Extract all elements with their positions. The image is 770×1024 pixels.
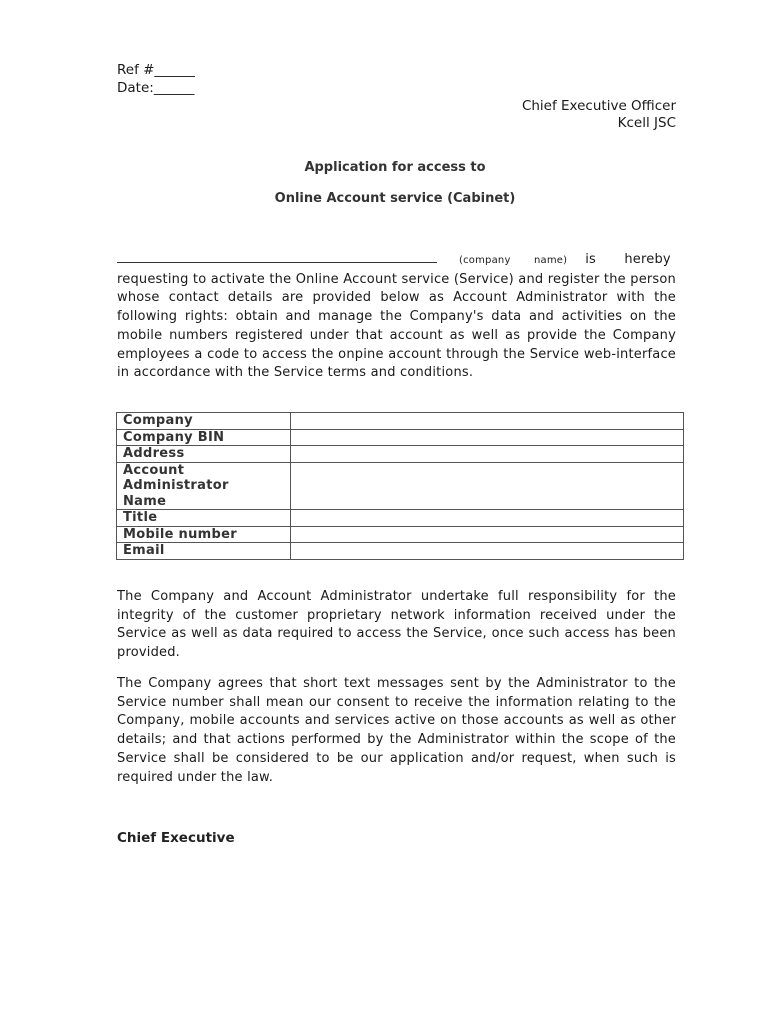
document-title-line1: Application for access to — [304, 160, 486, 175]
date-field: Date:______ — [117, 80, 195, 96]
row-label: Email — [117, 543, 291, 560]
row-label: Title — [117, 510, 291, 527]
document-title-line2: Online Account service (Cabinet) — [274, 191, 516, 206]
company-name-hint: (company name) — [459, 255, 568, 266]
row-label: Address — [117, 446, 291, 463]
company-name-blank — [117, 250, 437, 263]
table-row — [117, 510, 684, 527]
consent-paragraph: The Company agrees that short text messages sent by the Administrator to the Service number shall mean our consent to receive the information relating to the Company, mobile accounts and services active on those accounts as well as other details; and that actions performed by the Administrator within the scope of the Service shall be considered to be our application and/or request, when such is required under the law. — [117, 676, 676, 785]
intro-first-line — [117, 250, 676, 271]
row-label: Account Administrator Name — [117, 462, 291, 510]
row-value — [290, 510, 683, 527]
row-value — [290, 446, 683, 463]
table-row — [117, 413, 684, 430]
row-value — [290, 413, 683, 430]
row-value — [290, 526, 683, 543]
reference-number: Ref #______ — [117, 62, 195, 78]
responsibility-paragraph: The Company and Account Administrator undertake full responsibility for the integrity of the customer proprietary network information received under the Service as well as data required to access the Service, once such access has been provided. — [117, 589, 676, 661]
row-label: Company — [117, 413, 291, 430]
intro-body: requesting to activate the Online Account service (Service) and register the person whose contact details are provided below as Account Administrator with the following rights: obtain and manage the Company's data and activities on the mobile numbers registered under that account as well as provide the Company employees a code to access the onpine account through the Service web-interface in accordance with the Service terms and conditions. — [117, 271, 676, 381]
table-row — [117, 526, 684, 543]
table-row — [117, 462, 684, 510]
table-row — [117, 429, 684, 446]
recipient-company: Kcell JSC — [617, 115, 676, 131]
row-label: Mobile number — [117, 526, 291, 543]
row-label: Company BIN — [117, 429, 291, 446]
administrator-details-table — [116, 412, 684, 560]
intro-paragraph — [117, 250, 676, 383]
intro-lead: is hereby — [585, 252, 671, 267]
table-row — [117, 543, 684, 560]
row-value — [290, 429, 683, 446]
signature-label: Chief Executive — [117, 830, 235, 846]
table-row — [117, 446, 684, 463]
row-value — [290, 543, 683, 560]
recipient-title: Chief Executive Officer — [521, 98, 676, 114]
row-value — [290, 462, 683, 510]
